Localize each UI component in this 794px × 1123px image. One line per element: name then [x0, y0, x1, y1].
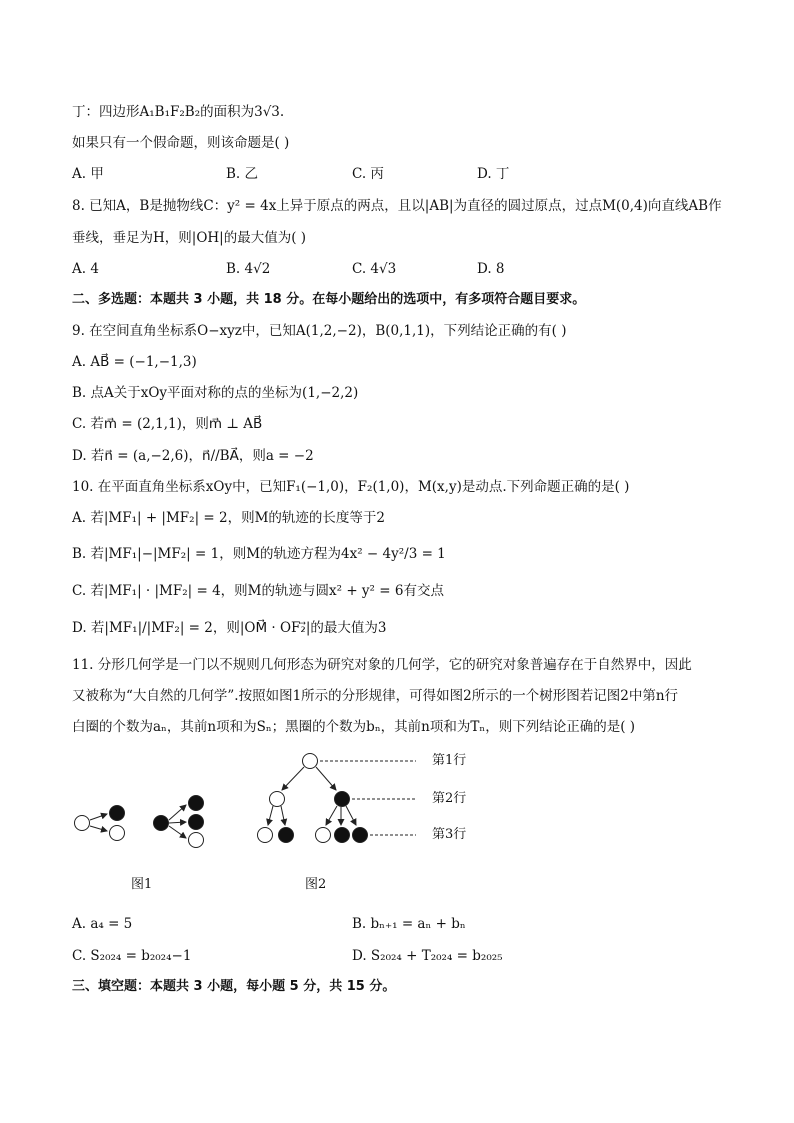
fig2-row3-white-2	[316, 828, 331, 843]
section-3-header: 三、填空题：本题共 3 小题，每小题 5 分，共 15 分。	[72, 979, 396, 994]
fig2-row2-black	[335, 792, 350, 807]
q9-option-a: A. AB⃗ = (−1,−1,3)	[72, 354, 197, 370]
q9-option-d: D. 若n⃗ = (a,−2,6)，n⃗//BA⃗，则a = −2	[72, 448, 314, 464]
fig2-row3-black-2	[335, 828, 350, 843]
fig2-caption: 图2	[305, 877, 327, 892]
fig1-white-root	[75, 816, 90, 831]
fig1-black-child-1	[189, 796, 204, 811]
q7-option-a: A. 甲	[72, 166, 104, 182]
fig2-row-label-1: 第1行	[432, 753, 467, 768]
fig1-caption: 图1	[131, 877, 153, 892]
q8-option-a: A. 4	[72, 261, 99, 277]
q10-option-d: D. 若|MF₁|/|MF₂| = 2，则|OM⃗ · OF₂⃗|的最大值为3	[72, 620, 387, 636]
fig1-white-child-2	[189, 833, 204, 848]
q8-option-b: B. 4√2	[226, 261, 271, 277]
q9-stem: 9. 在空间直角坐标系O−xyz中，已知A(1,2,−2)，B(0,1,1)，下列结论正确的有( )	[72, 323, 567, 339]
q7-option-d: D. 丁	[477, 166, 510, 182]
fig2-row2-white	[270, 792, 285, 807]
q10-option-a: A. 若|MF₁| + |MF₂| = 2，则M的轨迹的长度等于2	[72, 510, 386, 526]
q10-option-c: C. 若|MF₁| · |MF₂| = 4，则M的轨迹与圆x² + y² = 6有交点	[72, 583, 444, 599]
q7-prompt: 如果只有一个假命题，则该命题是( )	[72, 135, 290, 151]
section-2-header: 二、多选题：本题共 3 小题，共 18 分。在每小题给出的选项中，有多项符合题目要求。	[72, 292, 586, 307]
fig2-row3-black-3	[353, 828, 368, 843]
fig1-black-child-2	[189, 815, 204, 830]
q7-option-b: B. 乙	[226, 166, 259, 182]
q9-option-c: C. 若m⃗ = (2,1,1)，则m⃗ ⊥ AB⃗	[72, 416, 263, 432]
fig1-white-child	[110, 826, 125, 841]
q11-line-2: 又被称为“大自然的几何学”.按照如图1所示的分形规律，可得如图2所示的一个树形图若记图2中第n行	[72, 688, 679, 704]
q10-stem: 10. 在平面直角坐标系xOy中，已知F₁(−1,0)，F₂(1,0)，M(x,y)是动点.下列命题正确的是( )	[72, 479, 630, 495]
fig1-black-root	[154, 816, 169, 831]
q11-option-d: D. S₂₀₂₄ + T₂₀₂₄ = b₂₀₂₅	[352, 948, 503, 964]
q8-option-d: D. 8	[477, 261, 505, 277]
q11-option-b: B. bₙ₊₁ = aₙ + bₙ	[352, 916, 466, 932]
q11-line-1: 11. 分形几何学是一门以不规则几何形态为研究对象的几何学，它的研究对象普遍存在于自然界中，因此	[72, 657, 692, 673]
q11-option-c: C. S₂₀₂₄ = b₂₀₂₄−1	[72, 948, 192, 964]
q8-option-c: C. 4√3	[352, 261, 397, 277]
fig1-black-child	[110, 806, 125, 821]
q10-option-b: B. 若|MF₁|−|MF₂| = 1，则M的轨迹方程为4x² − 4y²/3 = 1	[72, 546, 446, 562]
q9-option-b: B. 点A关于xOy平面对称的点的坐标为(1,−2,2)	[72, 385, 359, 401]
q7-statement-ding: 丁：四边形A₁B₁F₂B₂的面积为3√3.	[72, 104, 285, 120]
fig2-row1-white	[303, 754, 318, 769]
q8-line-2: 垂线，垂足为H，则|OH|的最大值为( )	[72, 230, 307, 246]
q8-line-1: 8. 已知A，B是抛物线C：y² = 4x上异于原点的两点，且以|AB|为直径的圆过原点，过点M(0,4)向直线AB作	[72, 198, 722, 214]
fig2-row3-white-1	[258, 828, 273, 843]
fig2-row-label-3: 第3行	[432, 827, 467, 842]
fig2-row-label-2: 第2行	[432, 791, 467, 806]
q11-option-a: A. a₄ = 5	[72, 916, 133, 932]
q7-option-c: C. 丙	[352, 166, 384, 182]
fig2-row3-black-1	[279, 828, 294, 843]
q11-line-3: 白圈的个数为aₙ，其前n项和为Sₙ；黑圈的个数为bₙ，其前n项和为Tₙ，则下列结论正确的是( )	[72, 719, 636, 735]
